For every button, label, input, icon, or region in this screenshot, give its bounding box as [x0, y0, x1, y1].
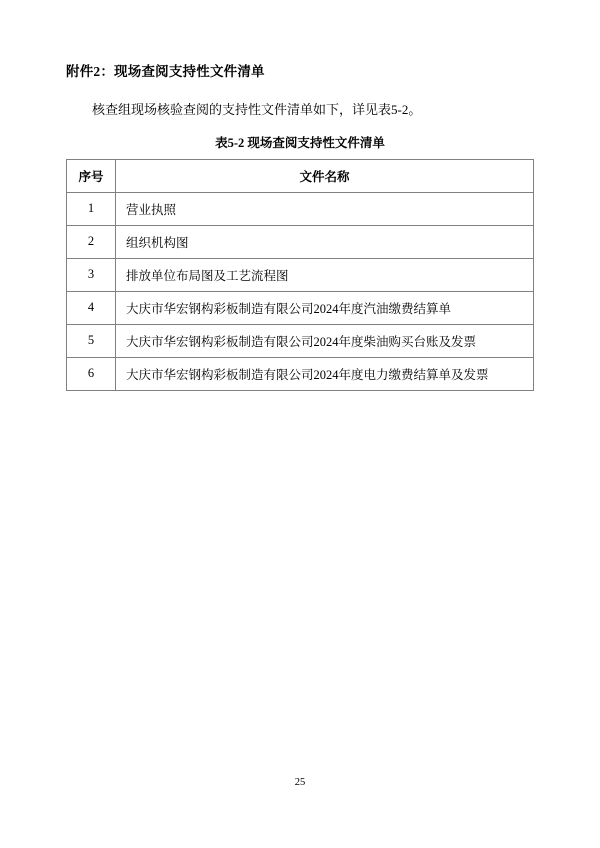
cell-name: 组织机构图: [116, 225, 534, 258]
cell-name: 大庆市华宏钢构彩板制造有限公司2024年度汽油缴费结算单: [116, 291, 534, 324]
page-content: [66, 62, 534, 391]
table-header-row: [67, 159, 534, 192]
cell-seq: 2: [67, 225, 116, 258]
cell-seq: 5: [67, 324, 116, 357]
intro-paragraph: 核查组现场核验查阅的支持性文件清单如下，详见表5-2。: [92, 102, 422, 118]
cell-seq: 6: [67, 357, 116, 390]
table-row: [67, 192, 534, 225]
cell-name: 营业执照: [116, 192, 534, 225]
table-row: [67, 291, 534, 324]
column-header-seq: 序号: [67, 159, 116, 192]
cell-name: 大庆市华宏钢构彩板制造有限公司2024年度柴油购买台账及发票: [116, 324, 534, 357]
table-row: [67, 357, 534, 390]
cell-seq: 4: [67, 291, 116, 324]
table-body: [67, 192, 534, 390]
table-caption: 表5-2 现场查阅支持性文件清单: [215, 135, 385, 150]
cell-seq: 1: [67, 192, 116, 225]
table-row: [67, 324, 534, 357]
page-title: 附件2：现场查阅支持性文件清单: [66, 64, 265, 79]
page-number: 25: [294, 777, 306, 788]
cell-name: 大庆市华宏钢构彩板制造有限公司2024年度电力缴费结算单及发票: [116, 357, 534, 390]
supporting-documents-table: [66, 159, 534, 391]
table-row: [67, 258, 534, 291]
cell-name: 排放单位布局图及工艺流程图: [116, 258, 534, 291]
table-header: [67, 159, 534, 192]
column-header-name: 文件名称: [116, 159, 534, 192]
table-row: [67, 225, 534, 258]
cell-seq: 3: [67, 258, 116, 291]
